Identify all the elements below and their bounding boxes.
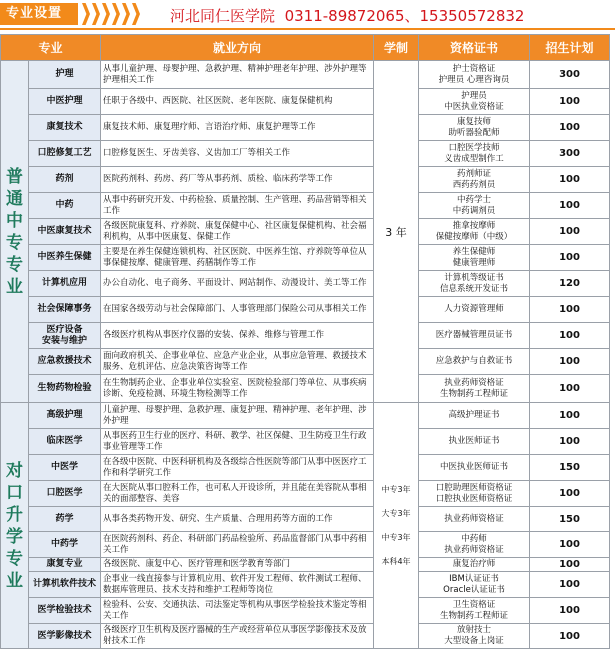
career-direction: 儿童护理、母婴护理、急救护理、康复护理、精神护理、老年护理、涉外护理	[101, 403, 374, 429]
enrollment-plan: 100	[530, 403, 610, 429]
major-name: 计算机应用	[29, 271, 101, 297]
certificate: 放射技士 大型设备上岗证	[419, 624, 530, 649]
table-row	[1, 349, 610, 375]
enrollment-plan: 100	[530, 219, 610, 245]
enrollment-plan: 100	[530, 115, 610, 141]
major-name: 中药	[29, 193, 101, 219]
major-name: 口腔医学	[29, 481, 101, 507]
certificate: 护士资格证 护理员 心理咨询员	[419, 61, 530, 89]
enrollment-plan: 100	[530, 624, 610, 649]
group-label: 对 口 升 学 专 业	[1, 403, 29, 649]
career-direction: 各级医疗机构从事医疗仪器的安装、保养、维修与管理工作	[101, 323, 374, 349]
enrollment-plan: 100	[530, 297, 610, 323]
enrollment-plan: 100	[530, 245, 610, 271]
certificate: 口腔医学技师 义齿成型制作工	[419, 141, 530, 167]
major-name: 中医康复技术	[29, 219, 101, 245]
schooling-duration: 3 年	[374, 61, 419, 403]
career-direction: 面向政府机关、企事业单位、应急产业企业，从事应急管理、救援技术服务、危机评估、应急决策咨询等工作	[101, 349, 374, 375]
page-header	[0, 0, 615, 32]
certificate: 中药学士 中药调剂员	[419, 193, 530, 219]
major-name: 口腔修复工艺	[29, 141, 101, 167]
table-row	[1, 115, 610, 141]
major-name: 中医护理	[29, 89, 101, 115]
major-name: 应急救援技术	[29, 349, 101, 375]
certificate: 应急救护与自救证书	[419, 349, 530, 375]
career-direction: 从事儿童护理、母婴护理、急救护理、精神护理老年护理、涉外护理等护理相关工作	[101, 61, 374, 89]
certificate: 执业药师资格证 生物制药工程师证	[419, 375, 530, 403]
certificate: 推拿按摩师 保健按摩师（中级）	[419, 219, 530, 245]
table-row	[1, 429, 610, 455]
certificate: 执业药师资格证	[419, 507, 530, 532]
major-name: 医学影像技术	[29, 624, 101, 649]
enrollment-plan: 100	[530, 375, 610, 403]
table-row	[1, 403, 610, 429]
major-name: 中医学	[29, 455, 101, 481]
career-direction: 检验科、公安、交通执法、司法鉴定等机构从事医学检验技术鉴定等相关工作	[101, 598, 374, 624]
career-direction: 在国家各级劳动与社会保障部门、人事管理部门保险公司从事相关工作	[101, 297, 374, 323]
table-row	[1, 219, 610, 245]
enrollment-plan: 100	[530, 572, 610, 598]
career-direction: 各级医院康复科、疗养院、康复保健中心、社区康复保健机构、社会福利机构，从事中医康复、保健工作	[101, 219, 374, 245]
org-name: 河北同仁医学院	[170, 7, 276, 25]
table-row	[1, 558, 610, 572]
career-direction: 在医院药剂科、药企、科研部门药品检验所、药品监督部门从事中药相关工作	[101, 532, 374, 558]
enrollment-plan: 100	[530, 532, 610, 558]
major-name: 药剂	[29, 167, 101, 193]
certificate: 卫生资格证 生物制药工程师证	[419, 598, 530, 624]
certificate: 药剂师证 西药药剂员	[419, 167, 530, 193]
major-name: 临床医学	[29, 429, 101, 455]
schooling-duration: 中专3年 大专3年 中专3年 本科4年	[374, 403, 419, 649]
enrollment-plan: 100	[530, 89, 610, 115]
org-contact	[170, 5, 524, 26]
enrollment-plan: 150	[530, 507, 610, 532]
career-direction: 各级医院、康复中心、医疗管理和医学教育等部门	[101, 558, 374, 572]
major-name: 康复专业	[29, 558, 101, 572]
table-row	[1, 323, 610, 349]
certificate: 护理员 中医执业资格证	[419, 89, 530, 115]
table-row	[1, 193, 610, 219]
major-name: 生物药物检验	[29, 375, 101, 403]
chevron-arrows-icon	[82, 3, 142, 25]
career-direction: 在各级中医院、中医科研机构及各级综合性医院等部门从事中医医疗工作和科学研究工作	[101, 455, 374, 481]
table-row	[1, 141, 610, 167]
major-name: 中医养生保健	[29, 245, 101, 271]
enrollment-plan: 100	[530, 558, 610, 572]
header-divider	[0, 28, 615, 30]
major-name: 高级护理	[29, 403, 101, 429]
section-tag: 专业设置	[0, 3, 78, 25]
career-direction: 医院药剂科、药房、药厂等从事药剂、质检、临床药学等工作	[101, 167, 374, 193]
column-header: 招生计划	[530, 35, 610, 61]
certificate: 执业医师证书	[419, 429, 530, 455]
career-direction: 在生物制药企业、企事业单位实验室、医院检验部门等单位、从事疾病诊断、免疫检测、环境生物检测等工作	[101, 375, 374, 403]
table-row	[1, 598, 610, 624]
career-direction: 从事中药研究开发、中药检验、质量控制、生产管理、药品营销等相关工作	[101, 193, 374, 219]
table-row	[1, 572, 610, 598]
enrollment-plan: 120	[530, 271, 610, 297]
certificate: 高级护理证书	[419, 403, 530, 429]
enrollment-plan: 300	[530, 141, 610, 167]
career-direction: 口腔修复医生、牙齿美容、义齿加工厂等相关工作	[101, 141, 374, 167]
major-name: 社会保障事务	[29, 297, 101, 323]
table-row	[1, 167, 610, 193]
career-direction: 在大医院从事口腔科工作，也可私人开设诊所，并且能在美容院从事相关的面部整容、美容	[101, 481, 374, 507]
enrollment-plan: 100	[530, 167, 610, 193]
group-label: 普 通 中 专 专 业	[1, 61, 29, 403]
certificate: 中药师 执业药师资格证	[419, 532, 530, 558]
table-row	[1, 375, 610, 403]
table-row	[1, 61, 610, 89]
career-direction: 从事各类药物开发、研究、生产质量、合理用药等方面的工作	[101, 507, 374, 532]
table-row	[1, 297, 610, 323]
table-row	[1, 624, 610, 649]
major-name: 中药学	[29, 532, 101, 558]
table-row	[1, 245, 610, 271]
table-row	[1, 532, 610, 558]
enrollment-plan: 100	[530, 598, 610, 624]
certificate: 医疗器械管理员证书	[419, 323, 530, 349]
career-direction: 各级医疗卫生机构及医疗器械的生产或经营单位从事医学影像技术及放射技术工作	[101, 624, 374, 649]
enrollment-plan: 100	[530, 349, 610, 375]
enrollment-plan: 300	[530, 61, 610, 89]
career-direction: 康复技术师、康复理疗师、言语治疗师、康复护理等工作	[101, 115, 374, 141]
certificate: 康复治疗师	[419, 558, 530, 572]
major-name: 药学	[29, 507, 101, 532]
table-row	[1, 89, 610, 115]
major-name: 计算机软件技术	[29, 572, 101, 598]
column-header: 学制	[374, 35, 419, 61]
enrollment-plan: 100	[530, 323, 610, 349]
org-phone: 0311-89872065、15350572832	[284, 7, 525, 25]
table-body	[1, 61, 610, 649]
column-header: 资格证书	[419, 35, 530, 61]
certificate: 口腔助理医师资格证 口腔执业医师资格证	[419, 481, 530, 507]
table-row	[1, 481, 610, 507]
table-row	[1, 455, 610, 481]
major-name: 康复技术	[29, 115, 101, 141]
column-header: 就业方向	[101, 35, 374, 61]
enrollment-plan: 100	[530, 481, 610, 507]
certificate: 人力资源管理师	[419, 297, 530, 323]
majors-table	[0, 34, 610, 649]
column-header: 专业	[1, 35, 101, 61]
table-header-row	[1, 35, 610, 61]
major-name: 医疗设备 安装与维护	[29, 323, 101, 349]
career-direction: 任职于各级中、西医院、社区医院、老年医院、康复保健机构	[101, 89, 374, 115]
major-name: 护理	[29, 61, 101, 89]
certificate: 计算机等级证书 信息系统开发证书	[419, 271, 530, 297]
enrollment-plan: 100	[530, 429, 610, 455]
career-direction: 企事业一线直接参与计算机应用、软件开发工程师、软件测试工程师、数据库管理员、技术支持和维护工程师等岗位	[101, 572, 374, 598]
certificate: IBM认证证书 Oracle认证证书	[419, 572, 530, 598]
certificate: 康复技师 助听器验配师	[419, 115, 530, 141]
enrollment-plan: 150	[530, 455, 610, 481]
certificate: 养生保健师 健康管理师	[419, 245, 530, 271]
table-row	[1, 507, 610, 532]
career-direction: 主要是在养生保健连锁机构、社区医院、中医养生馆、疗养院等单位从事保健按摩、健康管理、药膳制作等工作	[101, 245, 374, 271]
career-direction: 从事医药卫生行业的医疗、科研、教学、社区保健、卫生防疫卫生行政事业管理等工作	[101, 429, 374, 455]
major-name: 医学检验技术	[29, 598, 101, 624]
table-row	[1, 271, 610, 297]
certificate: 中医执业医师证书	[419, 455, 530, 481]
enrollment-plan: 100	[530, 193, 610, 219]
career-direction: 办公自动化、电子商务、平面设计、网站制作、动漫设计、美工等工作	[101, 271, 374, 297]
